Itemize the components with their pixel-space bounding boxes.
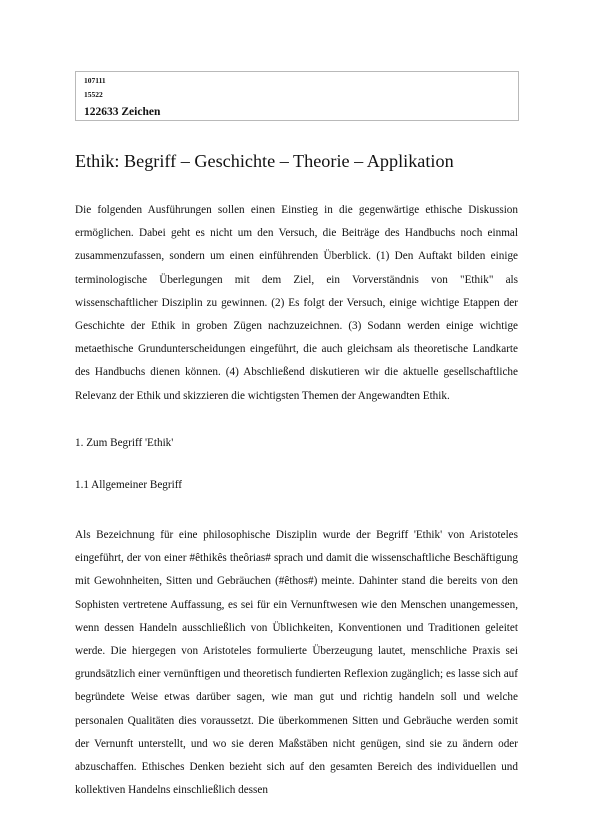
body-paragraph: Als Bezeichnung für eine philosophische Disziplin wurde der Begriff 'Ethik' von Aristoteles eingeführt, der von einer #êthikês theôrias# sprach und damit die wissenschaftliche Beschäftigung mit Gewohnheiten, Sitten und Gebräuchen (#êthos#) meinte. Dahinter stand die bereits von den Sophisten vertretene Auffassung, es sei für ein Vernunftwesen wie den Menschen unangemessen, wenn dessen Handeln ausschließlich von Üblichkeiten, Konventionen und Traditionen geleitet werde. Die hiergegen von Aristoteles formulierte Überzeugung lautet, menschliche Praxis sei grundsätzlich einer vernünftigen und theoretisch fundierten Reflexion zugänglich; es lasse sich auf begründete Weise etwas darüber sagen, wie man gut und richtig handeln soll und welche personalen Qualitäten dies voraussetzt. Die überkommenen Sitten und Gebräuche werden somit der Vernunft unterstellt, und wo sie deren Maßstäben nicht genügen, sind sie zu ändern oder abzuschaffen. Ethisches Denken bezieht sich auf den gesamten Bereich des individuellen und kollektiven Handelns einschließlich dessen: [75, 529, 518, 797]
character-count: 122633 Zeichen: [84, 106, 161, 118]
document-id-1: 107111: [84, 76, 106, 85]
subsection-heading: 1.1 Allgemeiner Begriff: [75, 479, 182, 491]
section-heading: 1. Zum Begriff 'Ethik': [75, 437, 174, 449]
document-title: Ethik: Begriff – Geschichte – Theorie – Applikation: [75, 151, 454, 171]
intro-paragraph: Die folgenden Ausführungen sollen einen Einstieg in die gegenwärtige ethische Diskussion ermöglichen. Dabei geht es nicht um den Versuch, die Beiträge des Handbuchs noch einmal zusammenzufassen, sondern um einen einführenden Überblick. (1) Den Auftakt bilden einige terminologische Überlegungen mit dem Ziel, ein Vorverständnis von "Ethik" als wissenschaftlicher Disziplin zu gewinnen. (2) Es folgt der Versuch, einige wichtige Etappen der Geschichte der Ethik in groben Zügen nachzuzeichnen. (3) Sodann werden einige wichtige metaethische Grundunterscheidungen eingeführt, die auch gleichsam als theoretische Landkarte des Handbuchs dienen können. (4) Abschließend diskutieren wir die aktuelle gesellschaftliche Relevanz der Ethik und skizzieren die wichtigsten Themen der Angewandten Ethik.: [75, 204, 518, 402]
document-info-box: [75, 71, 519, 121]
document-id-2: 15522: [84, 90, 103, 99]
